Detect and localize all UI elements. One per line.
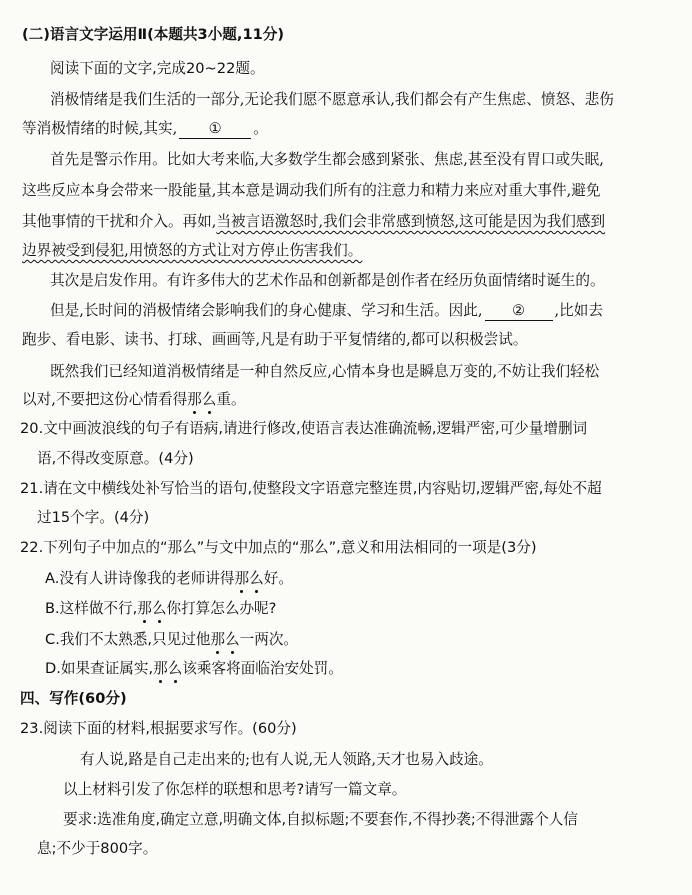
dotted-char: 那 — [210, 629, 225, 651]
question-22-option-c — [0, 629, 692, 651]
question-23-stem: 23.阅读下面的材料,根据要求写作。(60分) — [20, 720, 297, 737]
question-22-stem: 22.下列句子中加点的“那么”与文中加点的“那么”,意义和用法相同的一项是(3分) — [20, 539, 537, 556]
question-20-line2: 语,不得改变原意。(4分) — [37, 450, 194, 467]
question-22-option-a — [0, 568, 692, 590]
passage-p5-text: 以对,不要把这份心情看得 — [22, 391, 188, 408]
passage-p1-text: 等消极情绪的时候,其实, — [22, 120, 178, 137]
wavy-underlined-sentence-part1: 当被言语激怒时,我们会非常感到愤怒,这可能是因为我们感到 — [216, 213, 606, 230]
passage-p2-text: 其他事情的干扰和介入。再如, — [22, 213, 217, 230]
passage-p2-line2: 这些反应本身会带来一股能量,其本意是调动我们所有的注意力和精力来应对重大事件,避免 — [22, 182, 601, 199]
passage-p4-text: 但是,长时间的消极情绪会影响我们的身心健康、学习和生活。因此, — [50, 302, 483, 319]
passage-p4-line2: 跑步、看电影、读书、打球、画画等,凡是有助于平复情绪的,都可以积极尝试。 — [22, 331, 528, 348]
option-text: D.如果查证属实, — [45, 660, 154, 677]
passage-p1-end: 。 — [253, 120, 268, 137]
dotted-char: 那 — [137, 598, 152, 620]
question-21-line1: 21.请在文中横线处补写恰当的语句,使整段文字语意完整连贯,内容贴切,逻辑严密,每处不超 — [20, 480, 602, 497]
passage-p4-cont: ,比如去 — [554, 302, 603, 319]
passage-p5-line1: 既然我们已经知道消极情绪是一种自然反应,心情本身也是瞬息万变的,不妨让我们轻松 — [50, 363, 600, 380]
option-text: 好。 — [263, 570, 293, 587]
passage-p2-line1: 首先是警示作用。比如大考来临,大多数学生都会感到紧张、焦虑,甚至没有胃口或失眠, — [50, 151, 604, 168]
passage-p1-line2 — [0, 118, 692, 140]
option-text: C.我们不太熟悉,只见过他 — [45, 631, 211, 648]
passage-p5-end: 重。 — [216, 391, 246, 408]
blank-1: ① — [179, 120, 251, 139]
writing-prompt: 以上材料引发了你怎样的联想和思考?请写一篇文章。 — [63, 781, 407, 798]
passage-p1-line1: 消极情绪是我们生活的一部分,无论我们愿不愿意承认,我们都会有产生焦虑、愤怒、悲伤 — [50, 91, 614, 108]
dotted-char: 么 — [249, 568, 264, 590]
dotted-char: 么 — [202, 389, 217, 411]
passage-p2-line4 — [0, 240, 692, 262]
question-20-line1: 20.文中画波浪线的句子有语病,请进行修改,使语言表达准确流畅,逻辑严密,可少量增删词 — [20, 420, 588, 437]
reading-instruction: 阅读下面的文字,完成20~22题。 — [50, 60, 265, 77]
dotted-char: 那 — [235, 568, 250, 590]
option-text: A.没有人讲诗像我的老师讲得 — [45, 570, 235, 587]
wavy-underlined-sentence-part2: 边界被受到侵犯,用愤怒的方式让对方停止伤害我们。 — [22, 242, 363, 259]
option-text: B.这样做不行, — [45, 600, 138, 617]
blank-2: ② — [485, 302, 553, 321]
passage-p2-line3 — [0, 211, 692, 233]
question-22-option-b — [0, 598, 692, 620]
section-title-writing: 四、写作(60分) — [20, 690, 127, 707]
dotted-char: 那 — [187, 389, 202, 411]
question-22-option-d — [0, 658, 692, 680]
passage-p3: 其次是启发作用。有许多伟大的艺术作品和创新都是创作者在经历负面情绪时诞生的。 — [50, 272, 605, 289]
option-text: 你打算怎么办呢? — [166, 600, 277, 617]
writing-material: 有人说,路是自己走出来的;也有人说,无人领路,天才也易入歧途。 — [80, 751, 493, 768]
passage-p5-line2 — [0, 389, 692, 411]
passage-p4-line1 — [0, 300, 692, 322]
writing-requirements-line1: 要求:选准角度,确定立意,明确文体,自拟标题;不要套作,不得抄袭;不得泄露个人信 — [63, 811, 578, 828]
section-title-language-use: (二)语言文字运用Ⅱ(本题共3小题,11分) — [22, 26, 285, 43]
writing-requirements-line2: 息;不少于800字。 — [37, 840, 158, 857]
dotted-char: 么 — [225, 629, 240, 651]
option-text: 一两次。 — [239, 631, 299, 648]
dotted-char: 么 — [168, 658, 183, 680]
dotted-char: 么 — [152, 598, 167, 620]
question-21-line2: 过15个字。(4分) — [37, 509, 150, 526]
option-text: 该乘客将面临治安处罚。 — [182, 660, 343, 677]
dotted-char: 那 — [153, 658, 168, 680]
